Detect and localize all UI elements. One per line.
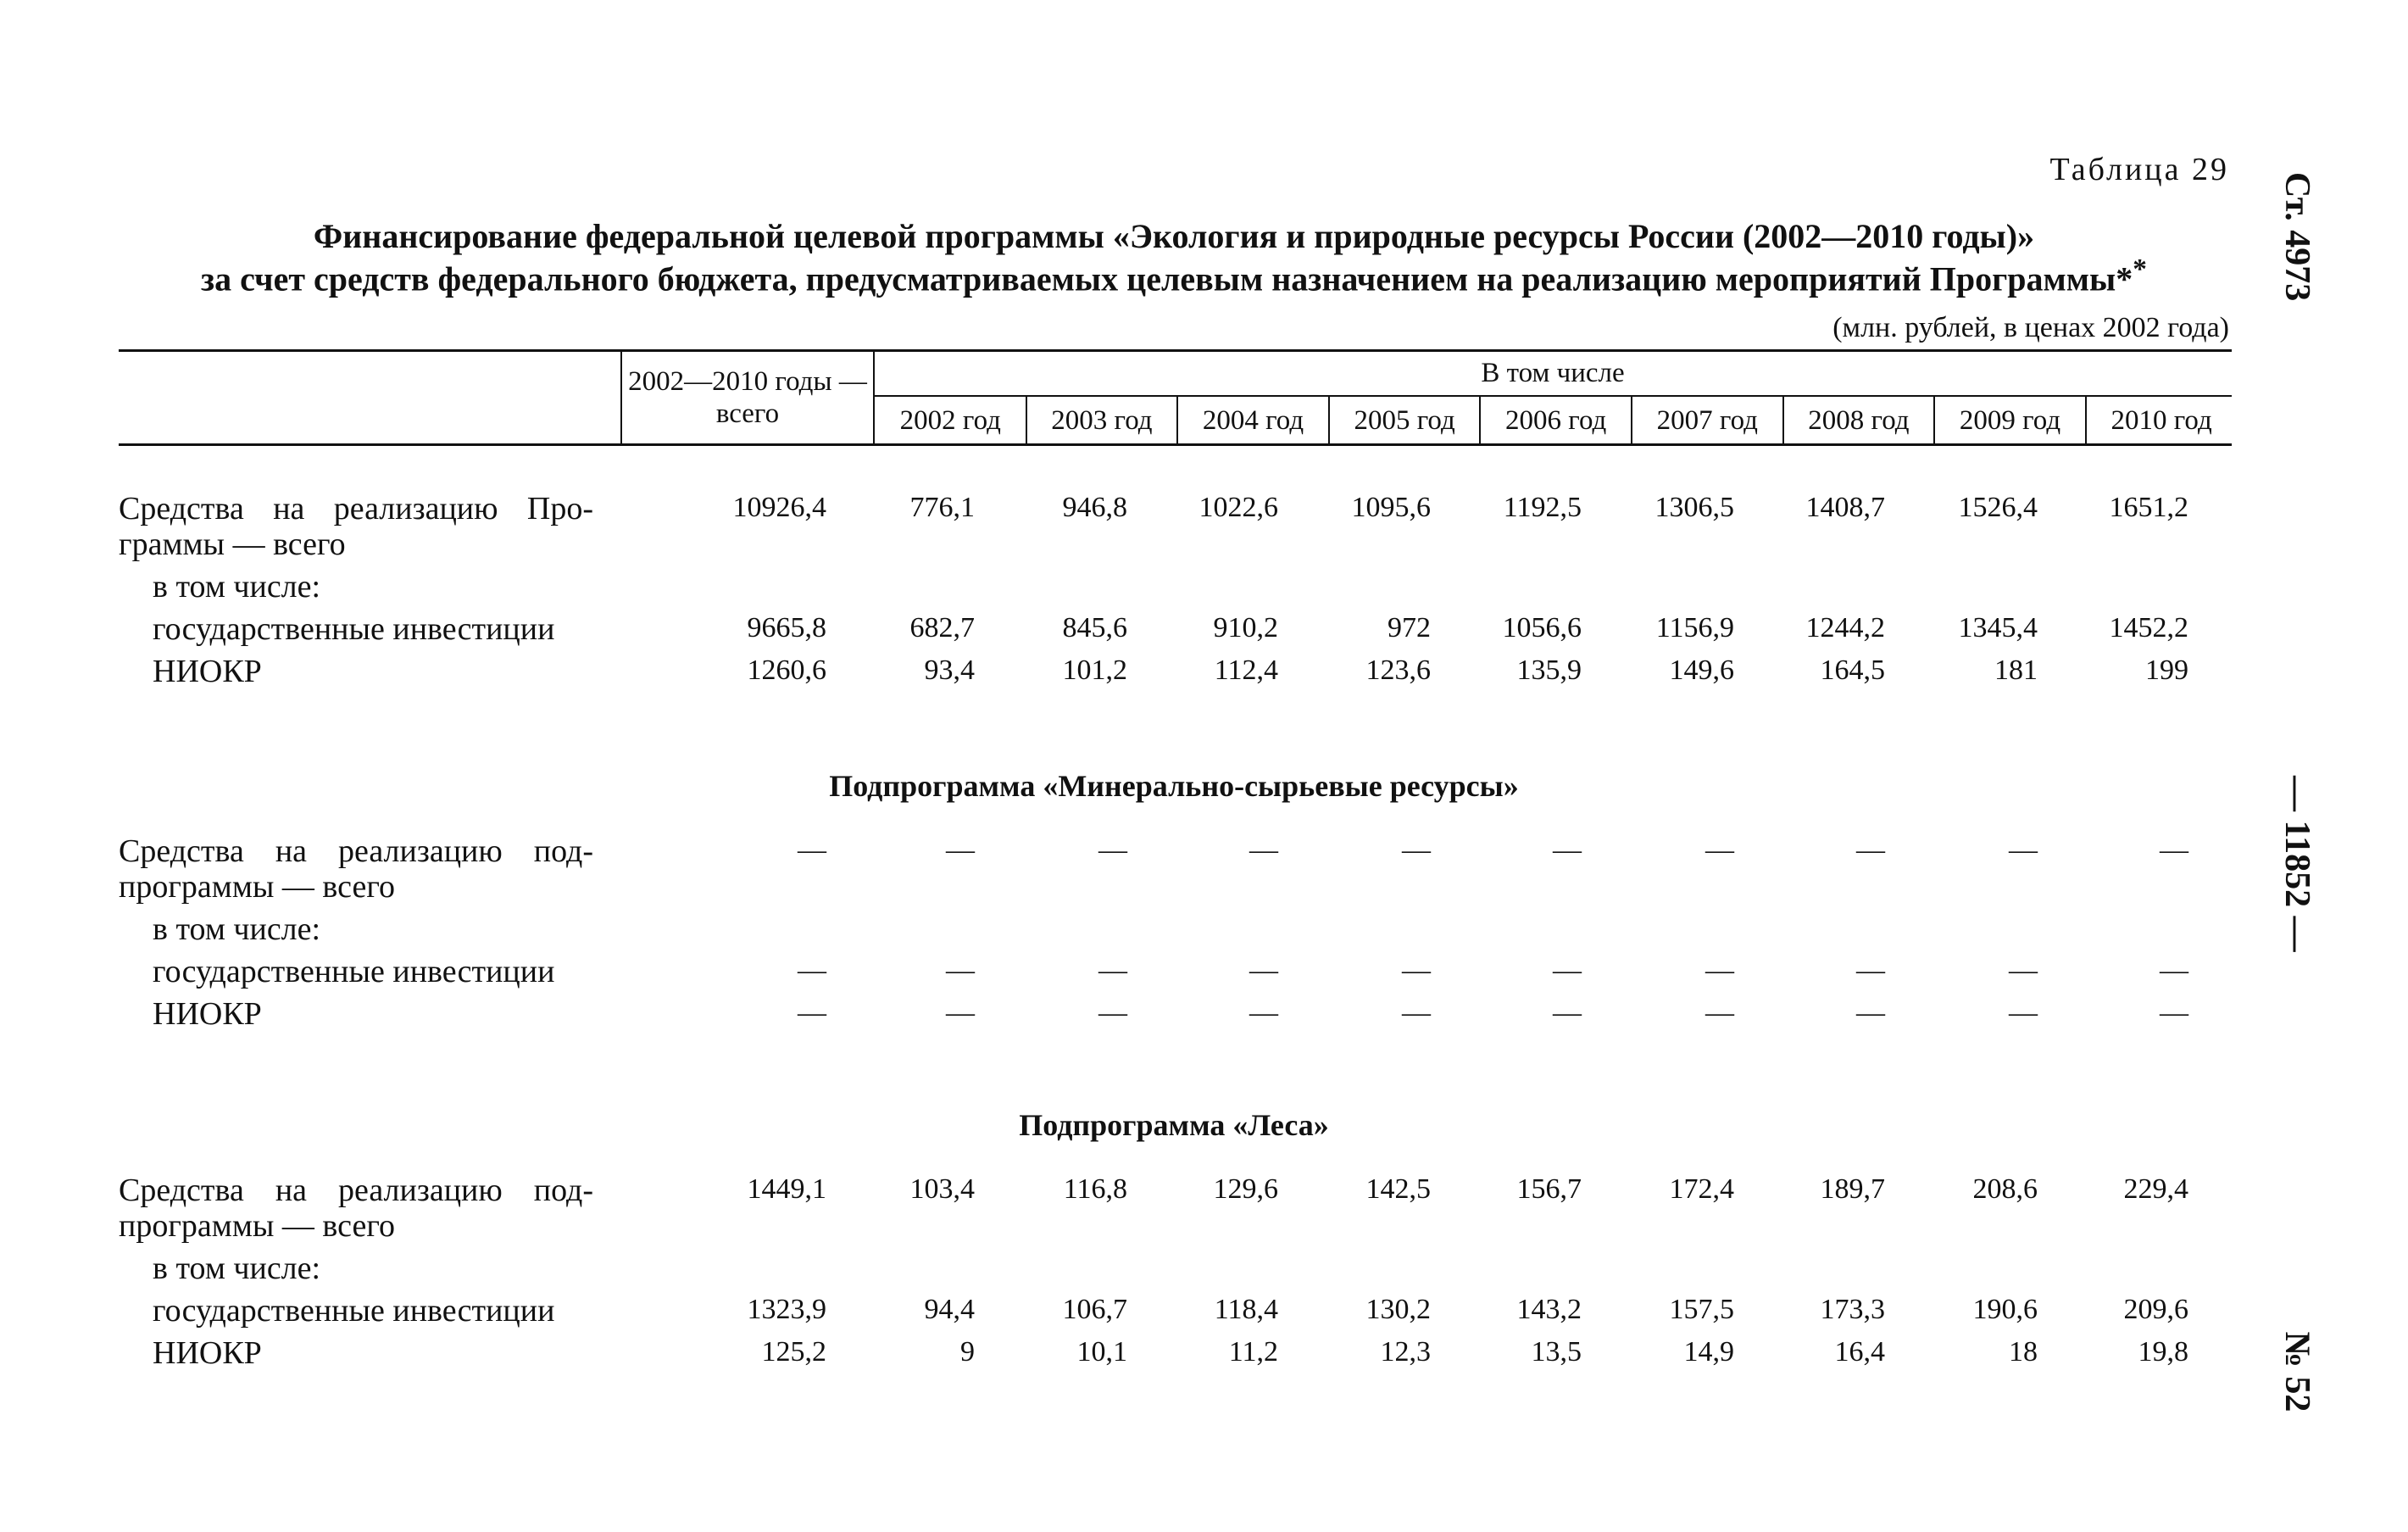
- cell-total: 125,2: [761, 1336, 826, 1368]
- cell-year: 93,4: [924, 655, 975, 686]
- cell-year: —: [1402, 997, 1431, 1028]
- cell-year: —: [1249, 997, 1278, 1028]
- cell-year: —: [1402, 834, 1431, 866]
- side-issue-number: № 52: [2277, 1331, 2316, 1412]
- header-group: В том числе: [1481, 358, 1625, 388]
- cell-year: —: [1553, 997, 1582, 1028]
- cell-year: 156,7: [1516, 1173, 1582, 1205]
- cell-total: 10926,4: [732, 492, 826, 523]
- cell-year: 1452,2: [2109, 612, 2188, 643]
- row-label-niokr: НИОКР: [153, 1335, 262, 1371]
- cell-year: 16,4: [1834, 1336, 1885, 1368]
- cell-total: 1260,6: [747, 655, 826, 686]
- cell-year: 1192,5: [1503, 492, 1582, 523]
- section-title: Подпрограмма «Минерально-сырьевые ресурсы»: [829, 769, 1519, 803]
- cell-year: 101,2: [1062, 655, 1127, 686]
- header-year: 2007 год: [1656, 405, 1758, 436]
- cell-year: 143,2: [1516, 1294, 1582, 1325]
- header-year-divider: [2085, 397, 2087, 444]
- row-label-including: в том числе:: [153, 911, 321, 947]
- cell-year: 682,7: [909, 612, 975, 643]
- cell-total: —: [798, 955, 826, 986]
- header-year-divider: [1782, 397, 1784, 444]
- cell-year: 1056,6: [1502, 612, 1582, 643]
- header-total-line2: всего: [715, 398, 780, 429]
- cell-year: 972: [1388, 612, 1431, 643]
- cell-year: —: [2009, 997, 2038, 1028]
- header-year: 2006 год: [1505, 405, 1607, 436]
- row-label-including: в том числе:: [153, 1251, 321, 1286]
- table-number: Таблица 29: [2049, 152, 2229, 187]
- cell-year: 946,8: [1062, 492, 1127, 523]
- header-year-divider: [1176, 397, 1178, 444]
- row-label-total: Средства на реализацию под-: [119, 1173, 593, 1208]
- cell-year: 9: [960, 1336, 975, 1368]
- cell-year: 123,6: [1365, 655, 1431, 686]
- cell-year: —: [1098, 834, 1127, 866]
- header-mid-rule: [873, 395, 2232, 397]
- cell-year: 1651,2: [2109, 492, 2188, 523]
- cell-year: 10,1: [1076, 1336, 1127, 1368]
- header-year: 2005 год: [1354, 405, 1455, 436]
- cell-year: 910,2: [1213, 612, 1278, 643]
- cell-year: —: [946, 834, 975, 866]
- cell-year: 149,6: [1669, 655, 1734, 686]
- cell-year: 199: [2145, 655, 2188, 686]
- cell-year: —: [1098, 955, 1127, 986]
- cell-year: 112,4: [1214, 655, 1278, 686]
- cell-year: —: [2160, 955, 2188, 986]
- side-page-number: Ст. 4973: [2277, 172, 2316, 302]
- cell-year: 181: [1994, 655, 2038, 686]
- cell-year: 129,6: [1213, 1173, 1278, 1205]
- units-note: (млн. рублей, в ценах 2002 года): [1832, 312, 2229, 343]
- row-label-gov: государственные инвестиции: [153, 954, 555, 989]
- cell-year: 164,5: [1820, 655, 1885, 686]
- cell-year: —: [946, 955, 975, 986]
- cell-year: —: [2009, 834, 2038, 866]
- row-label-total-cont: программы — всего: [119, 1208, 395, 1244]
- cell-year: 14,9: [1683, 1336, 1734, 1368]
- cell-year: 1408,7: [1805, 492, 1885, 523]
- header-year: 2008 год: [1808, 405, 1910, 436]
- header-year: 2009 год: [1959, 405, 2061, 436]
- cell-total: 1323,9: [747, 1294, 826, 1325]
- header-bottom-rule: [119, 443, 2232, 446]
- cell-year: 1526,4: [1958, 492, 2038, 523]
- cell-year: 1022,6: [1198, 492, 1278, 523]
- side-document-number: — 11852 —: [2277, 776, 2316, 952]
- cell-year: —: [1705, 955, 1734, 986]
- row-label-gov: государственные инвестиции: [153, 611, 555, 647]
- row-label-total: Средства на реализацию Про-: [119, 491, 593, 526]
- cell-year: 776,1: [909, 492, 975, 523]
- row-label-including: в том числе:: [153, 569, 321, 604]
- header-year-divider: [1479, 397, 1481, 444]
- row-label-niokr: НИОКР: [153, 654, 262, 689]
- cell-year: 157,5: [1669, 1294, 1734, 1325]
- cell-year: 135,9: [1516, 655, 1582, 686]
- cell-year: 13,5: [1531, 1336, 1582, 1368]
- table-title-line1: Финансирование федеральной целевой программы «Экология и природные ресурсы России (2002—2010 годы)»: [313, 217, 2035, 255]
- cell-year: 845,6: [1062, 612, 1127, 643]
- cell-year: 190,6: [1972, 1294, 2038, 1325]
- cell-year: —: [1705, 834, 1734, 866]
- header-total-line1: 2002—2010 годы —: [628, 366, 867, 397]
- row-label-niokr: НИОКР: [153, 996, 262, 1032]
- cell-year: —: [2160, 834, 2188, 866]
- header-top-rule: [119, 349, 2232, 352]
- row-label-total-cont: программы — всего: [119, 869, 395, 905]
- header-year-divider: [1631, 397, 1632, 444]
- cell-year: —: [2160, 997, 2188, 1028]
- cell-total: 1449,1: [747, 1173, 826, 1205]
- header-year-divider: [1026, 397, 1027, 444]
- table-title-line2: [119, 253, 2229, 298]
- cell-year: —: [1553, 955, 1582, 986]
- cell-year: —: [1553, 834, 1582, 866]
- cell-year: 1095,6: [1351, 492, 1431, 523]
- cell-year: —: [1856, 834, 1885, 866]
- cell-year: 11,2: [1228, 1336, 1278, 1368]
- header-year: 2002 год: [899, 405, 1001, 436]
- cell-year: 1156,9: [1655, 612, 1734, 643]
- cell-year: 116,8: [1063, 1173, 1127, 1205]
- cell-year: —: [1705, 997, 1734, 1028]
- cell-year: 106,7: [1062, 1294, 1127, 1325]
- cell-year: 19,8: [2138, 1336, 2188, 1368]
- cell-year: 142,5: [1365, 1173, 1431, 1205]
- cell-year: 208,6: [1972, 1173, 2038, 1205]
- cell-year: 173,3: [1820, 1294, 1885, 1325]
- row-label-total-cont: граммы — всего: [119, 526, 346, 562]
- cell-year: —: [1856, 997, 1885, 1028]
- cell-year: 12,3: [1380, 1336, 1431, 1368]
- row-label-total: Средства на реализацию под-: [119, 833, 593, 869]
- cell-year: 189,7: [1820, 1173, 1885, 1205]
- cell-year: 209,6: [2123, 1294, 2188, 1325]
- cell-year: 1306,5: [1654, 492, 1734, 523]
- row-label-gov: государственные инвестиции: [153, 1293, 555, 1329]
- cell-year: 18: [2009, 1336, 2038, 1368]
- cell-year: 172,4: [1669, 1173, 1734, 1205]
- section-title: Подпрограмма «Леса»: [1019, 1108, 1329, 1142]
- cell-year: —: [1402, 955, 1431, 986]
- cell-total: —: [798, 997, 826, 1028]
- header-year: 2003 год: [1051, 405, 1153, 436]
- header-year-divider: [1328, 397, 1330, 444]
- cell-year: 1244,2: [1805, 612, 1885, 643]
- header-year: 2010 год: [2110, 405, 2212, 436]
- cell-year: —: [1856, 955, 1885, 986]
- cell-year: 103,4: [909, 1173, 975, 1205]
- cell-total: —: [798, 834, 826, 866]
- cell-year: —: [1249, 955, 1278, 986]
- cell-total: 9665,8: [747, 612, 826, 643]
- cell-year: 1345,4: [1958, 612, 2038, 643]
- footnote-mark: *: [2133, 253, 2147, 285]
- cell-year: 130,2: [1365, 1294, 1431, 1325]
- cell-year: —: [1098, 997, 1127, 1028]
- header-year-divider: [1933, 397, 1935, 444]
- header-divider-label: [620, 351, 622, 444]
- cell-year: —: [1249, 834, 1278, 866]
- cell-year: —: [946, 997, 975, 1028]
- cell-year: 118,4: [1214, 1294, 1278, 1325]
- cell-year: —: [2009, 955, 2038, 986]
- cell-year: 229,4: [2123, 1173, 2188, 1205]
- header-year: 2004 год: [1202, 405, 1304, 436]
- table-title-line2-text: за счет средств федерального бюджета, предусматриваемых целевым назначением на реализацию мероприятий Программы*: [201, 259, 2133, 298]
- cell-year: 94,4: [924, 1294, 975, 1325]
